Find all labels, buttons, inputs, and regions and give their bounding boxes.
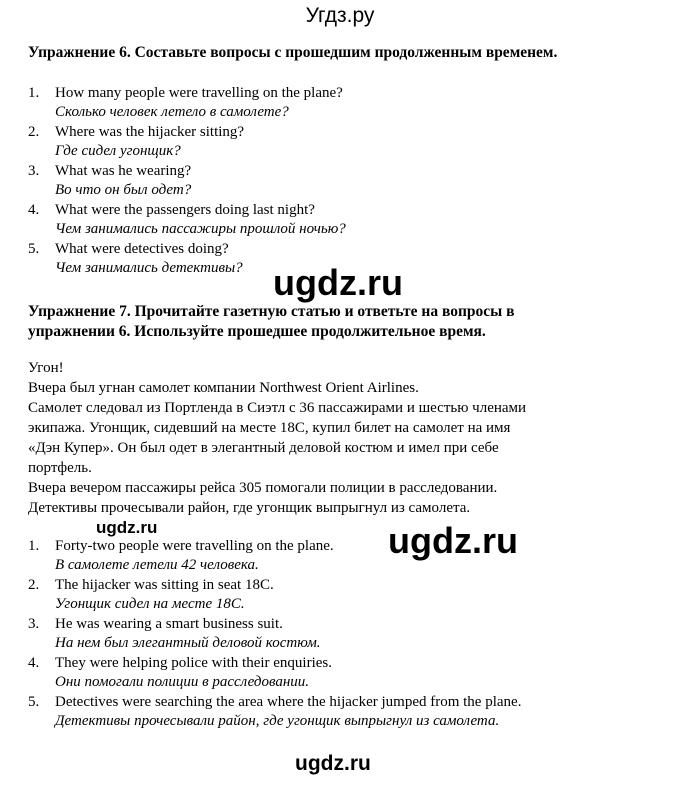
article-line: Самолет следовал из Портленда в Сиэтл с 36 пассажирами и шестью членами	[28, 400, 527, 416]
exercise-6-heading: Упражнение 6. Составьте вопросы с прошедшим продолженным временем.	[28, 44, 558, 61]
question-en: How many people were travelling on the plane?	[55, 85, 343, 101]
list-item-number: 3.	[28, 163, 40, 179]
question-ru: Чем занимались пассажиры прошлой ночью?	[55, 221, 346, 237]
question-ru: Где сидел угонщик?	[55, 143, 181, 159]
list-item-number: 5.	[28, 241, 40, 257]
watermark-mid: ugdz.ru	[273, 262, 403, 303]
question-en: Where was the hijacker sitting?	[55, 124, 245, 140]
question-en: What were detectives doing?	[55, 241, 229, 257]
article-line: портфель.	[28, 460, 92, 476]
answer-en: Forty-two people were travelling on the plane.	[55, 538, 334, 554]
list-item-number: 1.	[28, 85, 40, 101]
question-ru: Сколько человек летело в самолете?	[55, 104, 289, 120]
question-ru: Во что он был одет?	[55, 182, 192, 198]
site-title: Угдз.ру	[305, 4, 375, 27]
question-en: What were the passengers doing last night?	[55, 202, 315, 218]
answer-ru: Угонщик сидел на месте 18С.	[55, 596, 245, 612]
answer-en: He was wearing a smart business suit.	[55, 616, 283, 632]
article-line: «Дэн Купер». Он был одет в элегантный деловой костюм и имел при себе	[28, 440, 499, 456]
watermark-small: ugdz.ru	[96, 518, 158, 537]
watermark-right: ugdz.ru	[388, 520, 518, 561]
question-ru: Чем занимались детективы?	[55, 260, 243, 276]
list-item-number: 2.	[28, 577, 40, 593]
answer-ru: Детективы прочесывали район, где угонщик выпрыгнул из самолета.	[55, 713, 500, 729]
list-item-number: 5.	[28, 694, 40, 710]
article-line: Угон!	[28, 360, 64, 376]
article-line: экипажа. Угонщик, сидевший на месте 18С, купил билет на самолет на имя	[28, 420, 511, 436]
article-line: Вчера вечером пассажиры рейса 305 помогали полиции в расследовании.	[28, 480, 498, 496]
answer-en: They were helping police with their enquiries.	[55, 655, 332, 671]
answer-ru: В самолете летели 42 человека.	[55, 557, 259, 573]
list-item-number: 4.	[28, 655, 40, 671]
answer-en: Detectives were searching the area where the hijacker jumped from the plane.	[55, 694, 522, 710]
answer-ru: На нем был элегантный деловой костюм.	[55, 635, 321, 651]
watermark-bottom: ugdz.ru	[295, 752, 371, 775]
answer-ru: Они помогали полиции в расследовании.	[55, 674, 310, 690]
answer-en: The hijacker was sitting in seat 18C.	[55, 577, 274, 593]
exercise-7-heading-line1: Упражнение 7. Прочитайте газетную статью и ответьте на вопросы в	[28, 303, 515, 320]
article-line: Вчера был угнан самолет компании Northwest Orient Airlines.	[28, 380, 419, 396]
exercise-7-heading-line2: упражнении 6. Используйте прошедшее продолжительное время.	[28, 323, 486, 340]
list-item-number: 2.	[28, 124, 40, 140]
question-en: What was he wearing?	[55, 163, 192, 179]
article-line: Детективы прочесывали район, где угонщик выпрыгнул из самолета.	[28, 500, 471, 516]
list-item-number: 3.	[28, 616, 40, 632]
list-item-number: 1.	[28, 538, 40, 554]
list-item-number: 4.	[28, 202, 40, 218]
